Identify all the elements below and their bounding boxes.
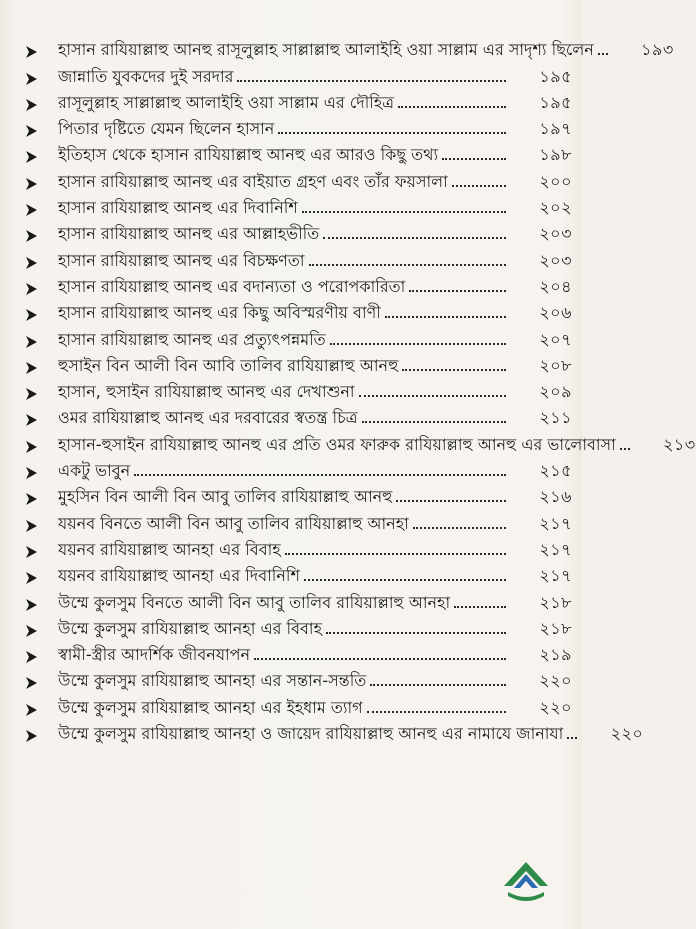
toc-entry-title: একটু ভাবুন <box>58 461 131 481</box>
toc-entry-title: হাসান রাযিয়াল্লাহু আনহু এর আল্লাহভীতি <box>58 224 320 244</box>
toc-entry-title-wrap <box>58 408 516 430</box>
toc-entry <box>24 194 572 220</box>
arrow-bullet-icon <box>24 562 46 588</box>
arrow-bullet-icon <box>24 299 46 325</box>
toc-entry <box>24 509 572 535</box>
dot-leader <box>413 527 506 529</box>
toc-entry-page-number: ২১৮ <box>539 592 572 612</box>
toc-entry-title: হাসান-হুসাইন রাযিয়াল্লাহু আনহু এর প্রতি ওমর ফারুক রাযিয়াল্লাহু আনহু এর ভালোবাসা <box>58 434 616 454</box>
dot-leader <box>598 53 608 55</box>
toc-entry-page-number: ২০৩ <box>539 250 572 270</box>
toc-entry-title-wrap <box>58 593 516 615</box>
toc-entry-title-wrap <box>58 645 516 667</box>
toc-entry-title-wrap <box>58 303 516 325</box>
arrow-bullet-icon <box>24 641 46 667</box>
toc-entry-title-wrap <box>58 119 516 141</box>
dot-leader <box>278 132 506 134</box>
toc-entry-title: উম্মে কুলসুম বিনতে আলী বিন আবু তালিব রাযিয়াল্লাহু আনহা <box>58 592 451 612</box>
toc-entry-page-number: ১৯৭ <box>539 119 572 139</box>
dot-leader <box>326 632 506 634</box>
toc-entry-title: মুহসিন বিন আলী বিন আবু তালিব রাযিয়াল্লাহু আনহু <box>58 487 393 507</box>
toc-entry-title-wrap <box>58 566 516 588</box>
toc-entry-title-wrap <box>58 277 516 299</box>
dot-leader <box>330 343 506 345</box>
toc-entry-title-wrap <box>58 93 516 115</box>
dot-leader <box>304 579 506 581</box>
toc-entry <box>24 667 572 693</box>
toc-entry <box>24 693 572 719</box>
toc-entry-title: যয়নব বিনতে আলী বিন আবু তালিব রাযিয়াল্লাহু আনহা <box>58 513 409 533</box>
toc-entry-title: জান্নাতি যুবকদের দুই সরদার <box>58 66 234 86</box>
arrow-bullet-icon <box>24 326 46 352</box>
dot-leader <box>398 106 506 108</box>
toc-entry-title-wrap <box>58 619 516 641</box>
toc-entry-page-number: ২১৮ <box>539 618 572 638</box>
toc-entry-title: হাসান রাযিয়াল্লাহু আনহু এর বাইয়াত গ্রহণ এবং তাঁর ফয়সালা <box>58 171 448 191</box>
toc-entry-title: যয়নব রাযিয়াল্লাহু আনহা এর দিবানিশি <box>58 566 300 586</box>
toc-entry-page-number: ২০০ <box>539 171 572 191</box>
toc-entry <box>24 89 572 115</box>
toc-entry-title: উম্মে কুলসুম রাযিয়াল্লাহু আনহা এর বিবাহ <box>58 618 322 638</box>
toc-entry <box>24 246 572 272</box>
arrow-bullet-icon <box>24 352 46 378</box>
arrow-bullet-icon <box>24 378 46 404</box>
arrow-bullet-icon <box>24 115 46 141</box>
dot-leader <box>359 395 506 397</box>
toc-entry <box>24 167 572 193</box>
toc-entry-title: যয়নব রাযিয়াল্লাহু আনহা এর বিবাহ <box>58 539 281 559</box>
toc-entry-title-wrap <box>58 251 516 273</box>
toc-entry-title-wrap <box>58 67 516 89</box>
arrow-bullet-icon <box>24 220 46 246</box>
toc-entry-title-wrap <box>58 356 516 378</box>
toc-entry <box>24 325 572 351</box>
toc-entry-title-wrap <box>58 724 587 746</box>
toc-entry <box>24 430 696 456</box>
toc-entry-page-number: ২০২ <box>539 198 572 218</box>
dot-leader <box>254 658 506 660</box>
toc-entry-page-number: ১৯৫ <box>539 66 572 86</box>
toc-entry-title: ওমর রাযিয়াল্লাহু আনহু এর দরবারের স্বতন্ত্র চিত্র <box>58 408 358 428</box>
toc-entry-page-number: ২১৭ <box>539 566 572 586</box>
arrow-bullet-icon <box>24 457 46 483</box>
toc-entry-page-number: ২০৩ <box>539 224 572 244</box>
toc-entry-title: হাসান রাযিয়াল্লাহু আনহু এর দিবানিশি <box>58 198 298 218</box>
arrow-bullet-icon <box>24 36 46 62</box>
toc-entry <box>24 641 572 667</box>
dot-leader <box>442 158 506 160</box>
toc-entry-title: হাসান রাযিয়াল্লাহু আনহু রাসূলুল্লাহ সাল্লাল্লাহু আলাইহি ওয়া সাল্লাম এর সাদৃশ্য ছিলেন <box>58 40 594 60</box>
toc-entry-title: হাসান, হুসাইন রাযিয়াল্লাহু আনহু এর দেখাশুনা <box>58 382 355 402</box>
dot-leader <box>134 474 506 476</box>
toc-entry-page-number: ২২০ <box>539 697 572 717</box>
toc-entry-title: রাসূলুল্লাহ সাল্লাল্লাহু আলাইহি ওয়া সাল্লাম এর দৌহিত্র <box>58 92 395 112</box>
dot-leader <box>454 606 506 608</box>
arrow-bullet-icon <box>24 667 46 693</box>
dot-leader <box>367 711 506 713</box>
toc-entry <box>24 404 572 430</box>
toc-entry <box>24 62 572 88</box>
toc-entry-page-number: ২০৮ <box>539 355 572 375</box>
toc-entry-page-number: ১৯৩ <box>641 40 674 60</box>
arrow-bullet-icon <box>24 89 46 115</box>
table-of-contents <box>24 36 696 746</box>
toc-entry-title: স্বামী-স্ত্রীর আদর্শিক জীবনযাপন <box>58 645 251 665</box>
toc-entry <box>24 457 572 483</box>
arrow-bullet-icon <box>24 194 46 220</box>
toc-entry-title: পিতার দৃষ্টিতে যেমন ছিলেন হাসান <box>58 119 275 139</box>
toc-entry-title-wrap <box>58 330 516 352</box>
toc-entry-title-wrap <box>58 671 516 693</box>
dot-leader <box>452 185 506 187</box>
arrow-bullet-icon <box>24 589 46 615</box>
toc-entry-title-wrap <box>58 145 516 167</box>
toc-entry-title-wrap <box>58 40 618 62</box>
toc-entry-page-number: ২১৭ <box>539 539 572 559</box>
arrow-bullet-icon <box>24 273 46 299</box>
toc-entry <box>24 615 572 641</box>
toc-entry <box>24 483 572 509</box>
dot-leader <box>402 369 506 371</box>
toc-entry <box>24 536 572 562</box>
toc-entry-page-number: ২০৬ <box>539 303 572 323</box>
dot-leader <box>620 448 630 450</box>
arrow-bullet-icon <box>24 510 46 536</box>
toc-entry <box>24 115 572 141</box>
dot-leader <box>302 211 506 213</box>
dot-leader <box>396 500 506 502</box>
dot-leader <box>323 237 506 239</box>
toc-entry-title: হাসান রাযিয়াল্লাহু আনহু এর বদান্যতা ও পরোপকারিতা <box>58 276 406 296</box>
toc-entry-title-wrap <box>58 540 516 562</box>
arrow-bullet-icon <box>24 63 46 89</box>
toc-entry <box>24 299 572 325</box>
toc-entry-title-wrap <box>58 487 516 509</box>
toc-entry-title: হাসান রাযিয়াল্লাহু আনহু এর বিচক্ষণতা <box>58 250 305 270</box>
arrow-bullet-icon <box>24 168 46 194</box>
toc-entry-title: উম্মে কুলসুম রাযিয়াল্লাহু আনহা এর ইহধাম ত্যাগ <box>58 697 363 717</box>
toc-entry-title-wrap <box>58 698 516 720</box>
toc-entry <box>24 562 572 588</box>
toc-entry-title: উম্মে কুলসুম রাযিয়াল্লাহু আনহা ও জায়েদ রাযিয়াল্লাহু আনহু এর নামাযে জানাযা <box>58 724 564 744</box>
toc-entry-title-wrap <box>58 224 516 246</box>
dot-leader <box>309 264 507 266</box>
toc-entry-page-number: ২০৪ <box>539 276 572 296</box>
dot-leader <box>237 80 506 82</box>
toc-entry <box>24 352 572 378</box>
toc-entry-page-number: ২০৯ <box>539 382 572 402</box>
toc-entry-title: হুসাইন বিন আলী বিন আবি তালিব রাযিয়াল্লাহু আনহু <box>58 355 399 375</box>
toc-entry-page-number: ১৯৮ <box>539 145 572 165</box>
toc-entry <box>24 220 572 246</box>
toc-entry <box>24 36 674 62</box>
toc-entry <box>24 588 572 614</box>
toc-entry-title: ইতিহাস থেকে হাসান রাযিয়াল্লাহু আনহু এর আরও কিছু তথ্য <box>58 145 439 165</box>
publisher-logo-icon <box>500 858 552 904</box>
toc-entry-page-number: ২২০ <box>539 671 572 691</box>
arrow-bullet-icon <box>24 247 46 273</box>
toc-entry-title-wrap <box>58 382 516 404</box>
toc-entry-page-number: ২১৫ <box>539 461 572 481</box>
dot-leader <box>362 421 506 423</box>
toc-entry <box>24 720 644 746</box>
toc-entry <box>24 141 572 167</box>
toc-entry-page-number: ২১৬ <box>539 487 572 507</box>
arrow-bullet-icon <box>24 536 46 562</box>
arrow-bullet-icon <box>24 615 46 641</box>
toc-entry <box>24 273 572 299</box>
arrow-bullet-icon <box>24 483 46 509</box>
toc-entry-title-wrap <box>58 172 516 194</box>
toc-entry-title-wrap <box>58 435 640 457</box>
toc-entry-title: হাসান রাযিয়াল্লাহু আনহু এর প্রত্যুৎপন্নমতি <box>58 329 326 349</box>
toc-entry-title-wrap <box>58 514 516 536</box>
dot-leader <box>385 316 506 318</box>
toc-entry-title-wrap <box>58 461 516 483</box>
toc-entry-page-number: ১৯৫ <box>539 92 572 112</box>
toc-entry-title: হাসান রাযিয়াল্লাহু আনহু এর কিছু অবিস্মরণীয় বাণী <box>58 303 381 323</box>
dot-leader <box>285 553 506 555</box>
arrow-bullet-icon <box>24 404 46 430</box>
toc-entry-page-number: ২২০ <box>610 724 644 744</box>
toc-entry-page-number: ২০৭ <box>539 329 572 349</box>
toc-entry-page-number: ২১৩ <box>663 434 696 454</box>
arrow-bullet-icon <box>24 141 46 167</box>
arrow-bullet-icon <box>24 720 46 746</box>
dot-leader <box>409 290 506 292</box>
toc-entry-page-number: ২১৭ <box>539 513 572 533</box>
arrow-bullet-icon <box>24 694 46 720</box>
dot-leader <box>370 684 506 686</box>
toc-entry <box>24 378 572 404</box>
toc-entry-page-number: ২১৯ <box>539 645 572 665</box>
toc-entry-page-number: ২১১ <box>539 408 572 428</box>
toc-entry-title: উম্মে কুলসুম রাযিয়াল্লাহু আনহা এর সন্তান-সন্ততি <box>58 671 367 691</box>
dot-leader <box>567 737 577 739</box>
arrow-bullet-icon <box>24 431 46 457</box>
toc-entry-title-wrap <box>58 198 516 220</box>
